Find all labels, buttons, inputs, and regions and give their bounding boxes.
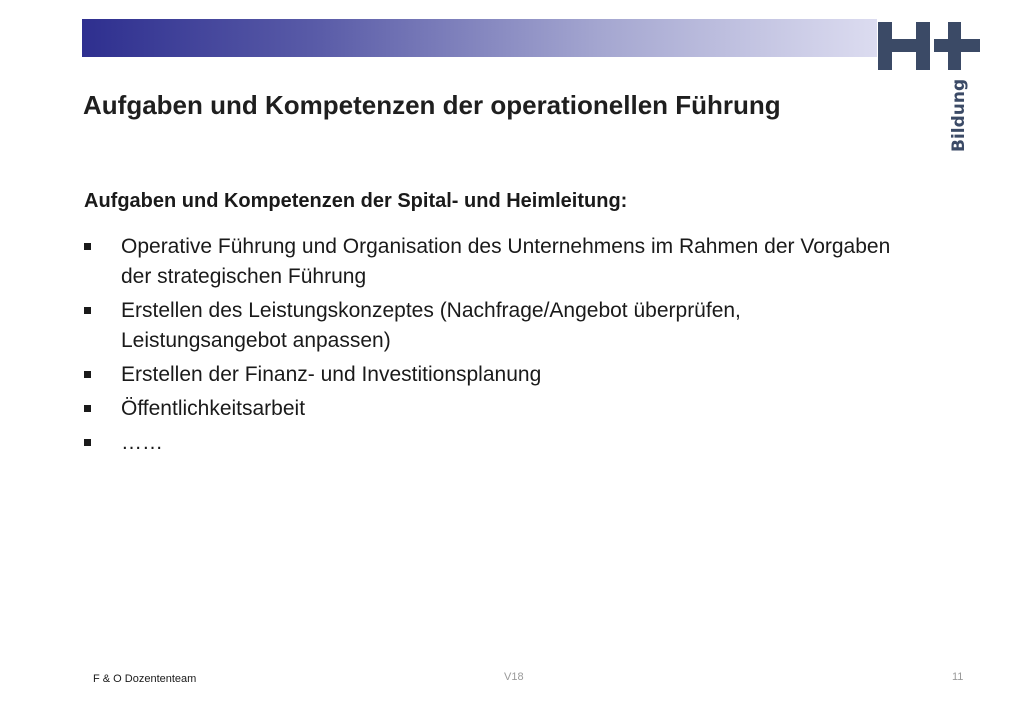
footer-version: V18 [504,671,524,683]
square-bullet-icon [84,439,91,446]
bullet-item [84,232,904,292]
hplus-bildung-logo [876,19,982,159]
bullet-item [84,360,904,390]
logo-bildung-text: Bildung [949,78,969,152]
bullet-item [84,296,904,356]
logo-plus-horizontal [934,39,980,52]
bullet-text: Erstellen der Finanz- und Investitionsplanung [121,363,542,386]
bullet-text: …… [121,431,163,454]
bullet-text: Öffentlichkeitsarbeit [121,397,306,420]
logo-h-crossbar [878,39,930,52]
square-bullet-icon [84,371,91,378]
bullet-item [84,394,904,424]
square-bullet-icon [84,307,91,314]
bullet-text: Erstellen des Leistungskonzeptes (Nachfrage/Angebot überprüfen, Leistungsangebot anpassen) [121,299,741,352]
header-gradient-bar [82,19,877,57]
footer-author: F & O Dozententeam [93,673,197,685]
page-number: 11 [952,671,964,683]
square-bullet-icon [84,243,91,250]
section-subtitle: Aufgaben und Kompetenzen der Spital- und Heimleitung: [84,190,628,212]
square-bullet-icon [84,405,91,412]
bullet-list [84,232,904,462]
slide-title: Aufgaben und Kompetenzen der operationellen Führung [83,90,781,120]
bullet-text: Operative Führung und Organisation des Unternehmens im Rahmen der Vorgaben der strategischen Führung [121,235,891,288]
bullet-item [84,428,904,458]
